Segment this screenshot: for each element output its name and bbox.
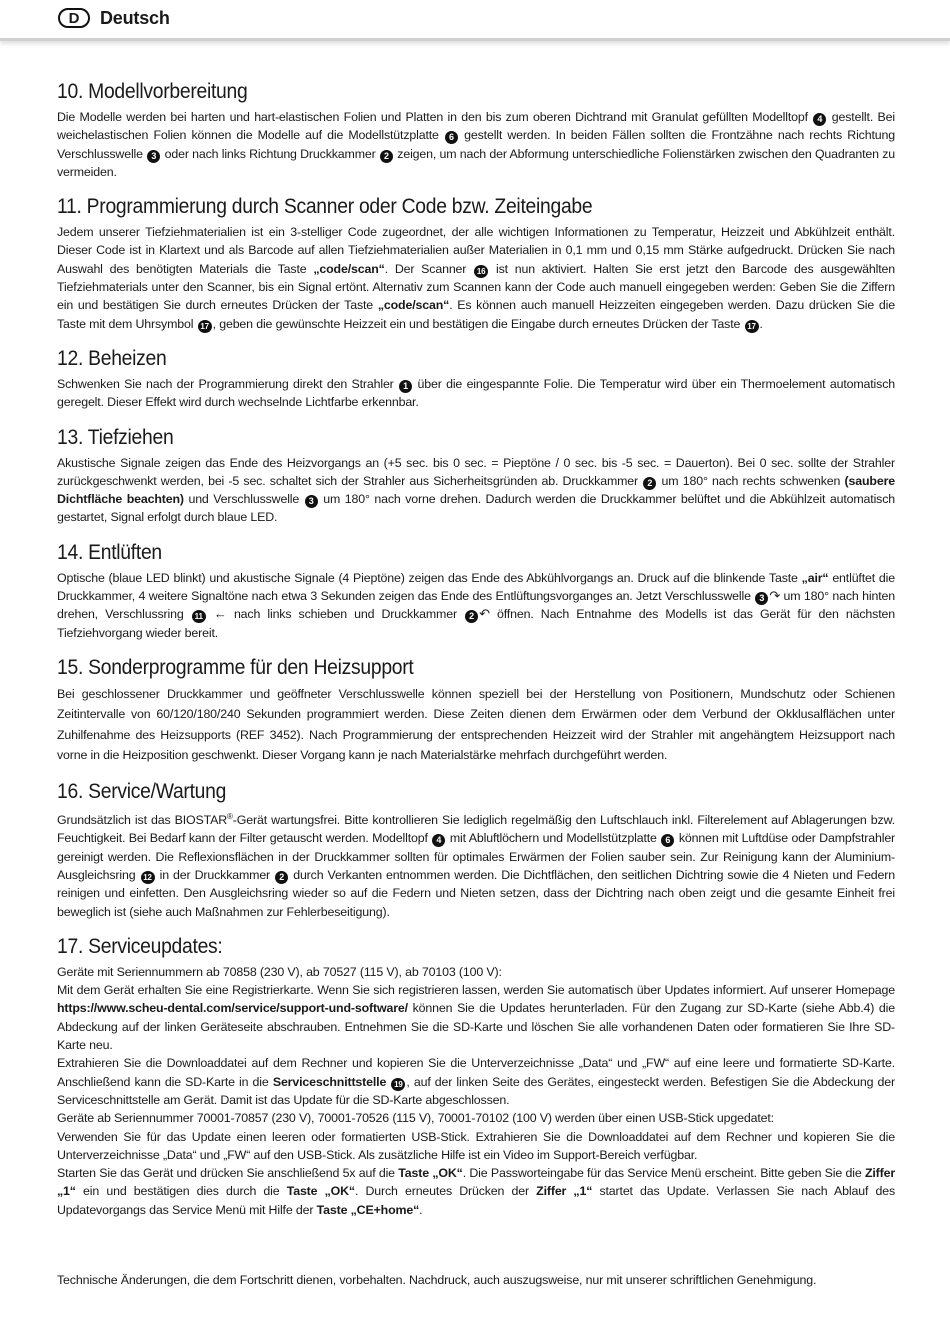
section-16 <box>57 780 895 921</box>
section-text: Grundsätzlich ist das BIOSTAR®-Gerät wartungsfrei. Bitte kontrollieren Sie lediglich regelmäßig den Luftschlauch inkl. Filterelement auf Ablagerungen bzw. Feuchtigkeit. Bei Bedarf kann der Filter getauscht werden. Modelltopf 4 mit Abluftlöchern und Modellstützplatte 6 können mit Luftdüse oder Dampfstrahler gereinigt werden. Die Reflexionsflächen in der Druckkammer sollten für optimales Erwärmen der Folien sauber sein. Zur Reinigung kann der Aluminium-Ausgleichsring 12 in der Druckkammer 2 durch Verkanten entnommen werden. Die Dichtflächen, den seitlichen Dichtring sowie die 4 Nieten und Federn reinigen und einfetten. Den Ausgleichsring wieder so auf die Federn und Nieten setzen, dass der Dichtring nach oben zeigt und die gesamte Einheit frei beweglich ist (siehe auch Maßnahmen zur Fehlerbeseitigung). <box>57 811 896 919</box>
section-17 <box>57 935 895 1219</box>
ref-number-icon: 4 <box>432 834 445 847</box>
section-text: Jedem unserer Tiefziehmaterialien ist ein 3-stelliger Code zugeordnet, der alle wichtigen Informationen zu Temperatur, Heizzeit und Abkühlzeit enthält. Dieser Code ist in Klartext und als Barcode auf allen Tiefziehmaterialien außer Materialien in 0,1 mm und 0,15 mm Stärke aufgedruckt. Drücken Sie nach Auswahl des benötigten Materials die Taste „code/scan“. Der Scanner 16 ist nun aktiviert. Halten Sie erst jetzt den Barcode des ausgewählten Tiefziehmaterials unter den Scanner, bis ein Signal ertönt. Alternativ zum Scannen kann der Code auch manuell eingegeben werden: Geben Sie die Ziffern ein und bestätigen Sie durch erneutes Drücken der Taste „code/scan“. Es können auch manuell Heizzeiten eingegeben werden. Dazu drücken Sie die Taste mit dem Uhrsymbol 17 , geben die gewünschte Heizzeit ein und bestätigen die Eingabe durch erneutes Drücken der Taste 17 . <box>57 225 896 331</box>
section-11 <box>57 195 895 333</box>
clock-key-icon: 17 <box>745 320 759 333</box>
section-text: Geräte mit Seriennummern ab 70858 (230 V), ab 70527 (115 V), ab 70103 (100 V): <box>57 964 502 979</box>
section-text: Mit dem Gerät erhalten Sie eine Registrierkarte. Wenn Sie sich registrieren lassen, werden Sie automatisch über Updates informiert. Auf unserer Homepage https://www.scheu-dental.com/service/support-und-software/ können Sie die Updates herunterladen. Für den Zugang zur SD-Karte (siehe Abb.4) die Abdeckung auf der linken Geräteseite abschrauben. Entnehmen Sie die SD-Karte und löschen Sie alle vorhandenen Daten oder formatieren Sie Ihre SD-Karte neu. <box>57 983 895 1053</box>
section-title: 17. Serviceupdates: <box>57 934 223 958</box>
rotate-arrow-icon: ↷ <box>769 588 781 604</box>
clock-key-icon: 17 <box>198 320 212 333</box>
homepage-link[interactable]: https://www.scheu-dental.com/service/support-und-software/ <box>57 1001 408 1016</box>
section-text: Schwenken Sie nach der Programmierung direkt den Strahler 1 über die eingespannte Folie. Die Temperatur wird über ein Thermoelement automatisch geregelt. Dieser Effekt wird durch wechselnde Lichtfarbe erkennbar. <box>57 376 895 410</box>
language-badge: D <box>58 8 90 28</box>
ref-number-icon: 1 <box>399 380 412 393</box>
ref-number-icon: 6 <box>661 834 674 847</box>
ref-number-icon: 12 <box>141 871 155 884</box>
section-text: Extrahieren Sie die Downloaddatei auf dem Rechner und kopieren Sie die Unterverzeichnisse „Data“ und „FW“ auf eine leere und formatierte SD-Karte. Anschließend kann die SD-Karte in die Serviceschnittstelle 19 , auf der linken Seite des Gerätes, eingesteckt werden. Befestigen Sie die Abdeckung der Serviceschnittstelle am Gerät. Damit ist das Update für die SD-Karte abgeschlossen. <box>57 1056 895 1107</box>
ref-number-icon: 2 <box>643 477 656 490</box>
section-13 <box>57 426 895 527</box>
language-label: Deutsch <box>100 8 170 28</box>
section-text: Verwenden Sie für das Update einen leeren oder formatierten USB-Stick. Extrahieren Sie die Downloaddatei auf dem Rechner und kopieren Sie die Unterverzeichnisse „Data“ und „FW“ auf den USB-Stick. Als zusätzliche Hilfe ist ein Video im Support-Bereich verfügbar. <box>57 1129 895 1162</box>
rotate-arrow-icon: ↶ <box>479 606 490 622</box>
footer-note: Technische Änderungen, die dem Fortschritt dienen, vorbehalten. Nachdruck, auch auszugsweise, nur mit unserer schriftlichen Genehmigung. <box>57 1273 817 1287</box>
ref-number-icon: 16 <box>474 265 488 278</box>
ref-number-icon: 3 <box>755 592 768 605</box>
section-text: Bei geschlossener Druckkammer und geöffneter Verschlusswelle können speziell bei der Herstellung von Positionern, Mundschutz oder Schienen Zeitintervalle von 60/120/180/240 Sekunden programmiert werden. Diese Zeiten dienen dem Erwärmen oder dem Verbund der Okklusalflächen unter Zuhilfenahme des Heizsupports (REF 3452). Nach Programmierung der entsprechenden Heizzeit wird der Strahler mit angehängtem Heizsupport nach vorne in die Heizposition geschwenkt. Dieser Vorgang kann je nach Materialstärke mehrfach durchgeführt werden. <box>57 686 895 763</box>
ref-number-icon: 6 <box>445 131 458 144</box>
section-title: 14. Entlüften <box>57 540 162 564</box>
ref-number-icon: 11 <box>192 610 206 623</box>
left-arrow-icon: ← <box>213 606 227 622</box>
section-15 <box>57 656 895 766</box>
ref-number-icon: 2 <box>275 871 288 884</box>
section-14 <box>57 541 895 642</box>
ref-number-icon: 4 <box>813 113 826 126</box>
section-title: 12. Beheizen <box>57 346 167 370</box>
ref-number-icon: 19 <box>391 1078 405 1091</box>
section-text: Optische (blaue LED blinkt) und akustische Signale (4 Pieptöne) zeigen das Ende des Abkühlvorgangs an. Druck auf die blinkende Taste „air“ entlüftet die Druckkammer, 4 weitere Signaltöne nach etwa 3 Sekunden zeigen das Ende des Entlüftungsvorganges an. Jetzt Verschlusswelle 3 ↷ um 180° nach hinten drehen, Verschlussring 11 ← nach links schieben und Druckkammer 2 ↶ öffnen. Nach Entnahme des Modells ist das Gerät für den nächsten Tiefziehvorgang wieder bereit. <box>57 570 895 640</box>
ref-number-icon: 3 <box>147 150 160 163</box>
section-text: Die Modelle werden bei harten und hart-elastischen Folien und Platten in den bis zum oberen Dichtrand mit Granulat gefüllten Modelltopf 4 gestellt. Bei weichelastischen Folien können die Modelle auf die Modellstützplatte 6 gestellt werden. In beiden Fällen sollten die Frontzähne nach rechts Richtung Verschlusswelle 3 oder nach links Richtung Druckkammer 2 zeigen, um nach der Abformung unterschiedliche Folienstärken zwischen den Quadranten zu vermeiden. <box>57 110 896 179</box>
section-text: Geräte ab Seriennummer 70001-70857 (230 V), 70001-70526 (115 V), 70001-70102 (100 V) werden über einen USB-Stick upgedatet: <box>57 1111 774 1126</box>
ref-number-icon: 3 <box>305 495 318 508</box>
section-title: 13. Tiefziehen <box>57 425 174 449</box>
ref-number-icon: 2 <box>380 150 393 163</box>
section-title: 11. Programmierung durch Scanner oder Code bzw. Zeiteingabe <box>57 195 593 219</box>
section-text: Starten Sie das Gerät und drücken Sie anschließend 5x auf die Taste „OK“. Die Passworteingabe für das Service Menü erscheint. Bitte geben Sie die Ziffer „1“ ein und bestätigen dies durch die Taste „OK“. Durch erneutes Drücken der Ziffer „1“ startet das Update. Verlassen Sie nach Ablauf des Updatevorgangs das Service Menü mit Hilfe der Taste „CE+home“. <box>57 1166 896 1217</box>
header-bar <box>0 0 950 41</box>
section-12 <box>57 347 895 412</box>
ref-number-icon: 2 <box>465 610 478 623</box>
section-title: 10. Modellvorbereitung <box>57 80 248 103</box>
section-title: 16. Service/Wartung <box>57 779 227 803</box>
section-10 <box>57 80 895 181</box>
section-title: 15. Sonderprogramme für den Heizsupport <box>57 655 414 679</box>
document-body <box>57 80 895 1233</box>
section-text: Akustische Signale zeigen das Ende des Heizvorgangs an (+5 sec. bis 0 sec. = Pieptöne / 0 sec. bis -5 sec. = Dauerton). Bei 0 sec. sollte der Strahler zurückgeschwenkt werden, bei -5 sec. schaltet sich der Strahler aus Sicherheitsgründen ab. Druckkammer 2 um 180° nach rechts schwenken (saubere Dichtfläche beachten) und Verschlusswelle 3 um 180° nach vorne drehen. Dadurch werden die Druckkammer belüftet und die Abkühlzeit automatisch gestartet, Signal erfolgt durch blaue LED. <box>57 455 896 525</box>
